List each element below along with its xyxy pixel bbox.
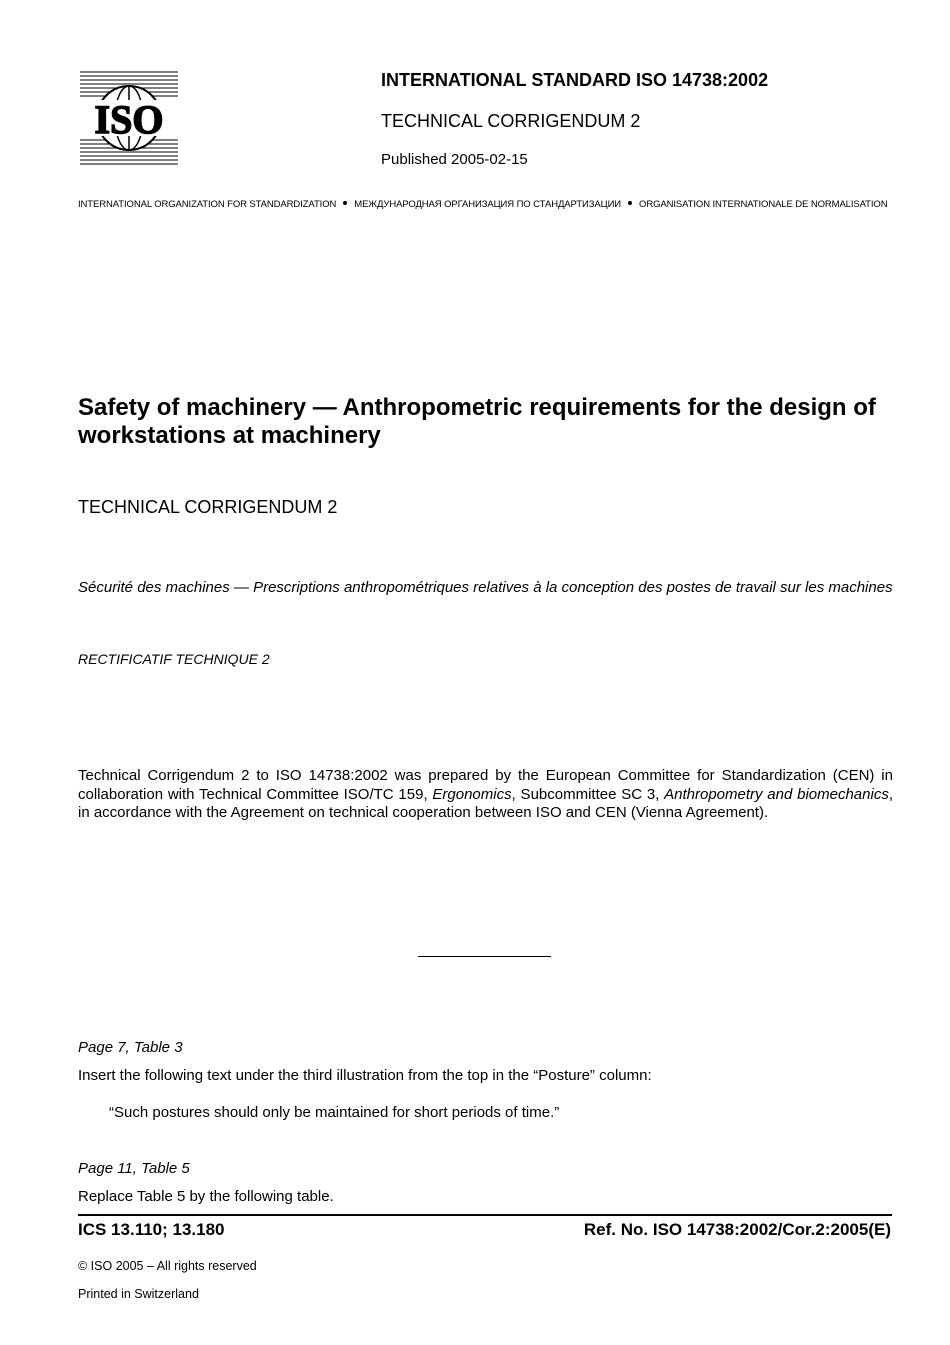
footer-rule	[78, 1214, 892, 1216]
publication-date: Published 2005-02-15	[381, 151, 528, 168]
standard-number: INTERNATIONAL STANDARD ISO 14738:2002	[381, 70, 769, 90]
foreword-text: Technical Corrigendum 2 to ISO 14738:2002 was prepared by the European Committee for Standardization (CEN) in collaboration with Technical Committee ISO/TC 159,	[78, 767, 893, 803]
org-name-french: ORGANISATION INTERNATIONALE DE NORMALISATION	[639, 199, 888, 210]
printed-location: Printed in Switzerland	[78, 1287, 199, 1301]
correction-location: Page 11, Table 5	[78, 1160, 190, 1177]
bullet-separator	[628, 201, 632, 205]
iso-logo-graphic	[80, 70, 178, 166]
reference-number: Ref. No. ISO 14738:2002/Cor.2:2005(E)	[583, 1220, 891, 1239]
bullet-separator	[343, 201, 347, 205]
org-name-russian: МЕЖДУНАРОДНАЯ ОРГАНИЗАЦИЯ ПО СТАНДАРТИЗАЦИИ	[354, 199, 622, 210]
organization-names	[78, 199, 887, 210]
french-title: Sécurité des machines — Prescriptions anthropométriques relatives à la conception des postes de travail sur les machines	[78, 579, 893, 596]
french-corrigendum: RECTIFICATIF TECHNIQUE 2	[78, 651, 270, 667]
foreword-text: , in accordance with the Agreement on technical cooperation between ISO and CEN (Vienna Agreement).	[78, 785, 893, 821]
copyright-notice: © ISO 2005 – All rights reserved	[78, 1259, 257, 1273]
section-separator	[418, 956, 551, 957]
correction-location: Page 7, Table 3	[78, 1039, 183, 1056]
foreword-text: , Subcommittee SC 3,	[511, 785, 665, 803]
iso-logo-text: ISO	[94, 97, 164, 142]
correction-quote: “Such postures should only be maintained for short periods of time.”	[109, 1104, 560, 1121]
committee-name: Ergonomics	[432, 785, 512, 803]
title-corrigendum: TECHNICAL CORRIGENDUM 2	[78, 497, 338, 517]
subcommittee-name: Anthropometry and biomechanics	[664, 785, 889, 803]
document-title: Safety of machinery — Anthropometric requirements for the design of workstations at machinery	[78, 394, 876, 449]
org-name-english: INTERNATIONAL ORGANIZATION FOR STANDARDIZATION	[78, 199, 337, 210]
foreword-paragraph	[78, 767, 893, 823]
ics-code: ICS 13.110; 13.180	[78, 1220, 225, 1239]
correction-instruction: Replace Table 5 by the following table.	[78, 1188, 334, 1205]
correction-instruction: Insert the following text under the third illustration from the top in the “Posture” column:	[78, 1067, 652, 1084]
header-corrigendum: TECHNICAL CORRIGENDUM 2	[381, 111, 641, 131]
iso-logo	[80, 70, 178, 166]
